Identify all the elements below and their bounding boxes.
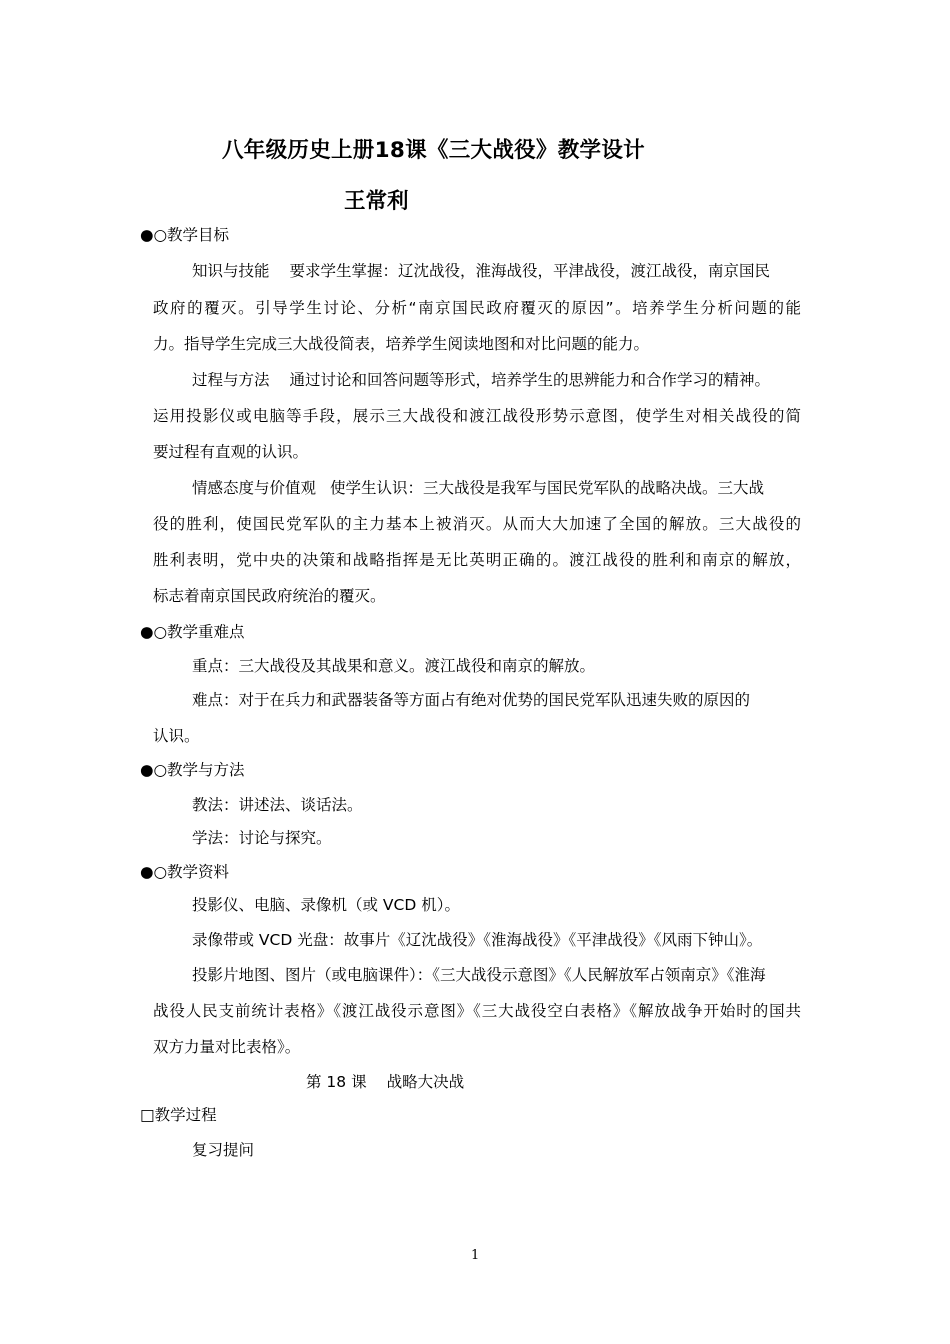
paragraph-line: 复习提问 bbox=[192, 1141, 255, 1159]
section-heading-materials: ●○教学资料 bbox=[140, 863, 230, 881]
paragraph-line: 战役人民支前统计表格》《渡江战役示意图》《三大战役空白表格》《解放战争开始时的国共 bbox=[153, 1002, 801, 1020]
paragraph-line: 教法：讲述法、谈话法。 bbox=[192, 796, 363, 814]
lesson-number: 第 18 课 bbox=[306, 1073, 367, 1091]
paragraph-line: 运用投影仪或电脑等手段，展示三大战役和渡江战役形势示意图，使学生对相关战役的简 bbox=[153, 407, 801, 425]
paragraph-line: 投影仪、电脑、录像机（或 VCD 机）。 bbox=[192, 896, 460, 914]
page-number: 1 bbox=[471, 1248, 480, 1263]
section-heading-goals: ●○教学目标 bbox=[140, 226, 230, 244]
paragraph-line: 役的胜利，使国民党军队的主力基本上被消灭。从而大大加速了全国的解放。三大战役的 bbox=[153, 515, 801, 533]
paragraph-line: 要过程有直观的认识。 bbox=[153, 443, 309, 461]
paragraph-line: 重点：三大战役及其战果和意义。渡江战役和南京的解放。 bbox=[192, 657, 596, 675]
emotion-label: 情感态度与价值观 bbox=[192, 479, 317, 497]
paragraph-line: 双方力量对比表格》。 bbox=[153, 1038, 301, 1056]
knowledge-label: 知识与技能 bbox=[192, 262, 270, 280]
emotion-text: 使学生认识：三大战役是我军与国民党军队的战略决战。三大战 bbox=[330, 479, 765, 497]
section-heading-process: □教学过程 bbox=[140, 1106, 217, 1124]
paragraph-line: 难点：对于在兵力和武器装备等方面占有绝对优势的国民党军队迅速失败的原因的 bbox=[192, 691, 751, 709]
paragraph-line: 胜利表明，党中央的决策和战略指挥是无比英明正确的。渡江战役的胜利和南京的解放， bbox=[153, 551, 801, 569]
paragraph-line: 录像带或 VCD 光盘：故事片《辽沈战役》《淮海战役》《平津战役》《风雨下钟山》。 bbox=[192, 931, 763, 949]
paragraph-line: 投影片地图、图片（或电脑课件）：《三大战役示意图》《人民解放军占领南京》《淮海 bbox=[192, 966, 766, 984]
paragraph-line: 政府的覆灭。引导学生讨论、分析“南京国民政府覆灭的原因”。培养学生分析问题的能 bbox=[153, 299, 801, 317]
lesson-title bbox=[306, 1070, 464, 1092]
section-heading-key-points: ●○教学重难点 bbox=[140, 623, 245, 641]
section-heading-methods: ●○教学与方法 bbox=[140, 761, 245, 779]
paragraph-line bbox=[192, 261, 770, 281]
paragraph-line: 力。指导学生完成三大战役简表，培养学生阅读地图和对比问题的能力。 bbox=[153, 335, 650, 353]
paragraph-line bbox=[192, 478, 764, 498]
paragraph-line: 学法：讨论与探究。 bbox=[192, 829, 332, 847]
paragraph-line bbox=[192, 370, 770, 390]
document-title: 八年级历史上册18课《三大战役》教学设计 bbox=[222, 138, 645, 163]
process-method-label: 过程与方法 bbox=[192, 371, 270, 389]
process-method-text: 通过讨论和回答问题等形式，培养学生的思辨能力和合作学习的精神。 bbox=[289, 371, 771, 389]
lesson-name: 战略大决战 bbox=[386, 1073, 465, 1091]
knowledge-text: 要求学生掌握：辽沈战役，淮海战役，平津战役，渡江战役，南京国民 bbox=[289, 262, 771, 280]
document-author: 王常利 bbox=[344, 189, 409, 214]
paragraph-line: 标志着南京国民政府统治的覆灭。 bbox=[153, 587, 386, 605]
paragraph-line: 认识。 bbox=[153, 727, 200, 745]
